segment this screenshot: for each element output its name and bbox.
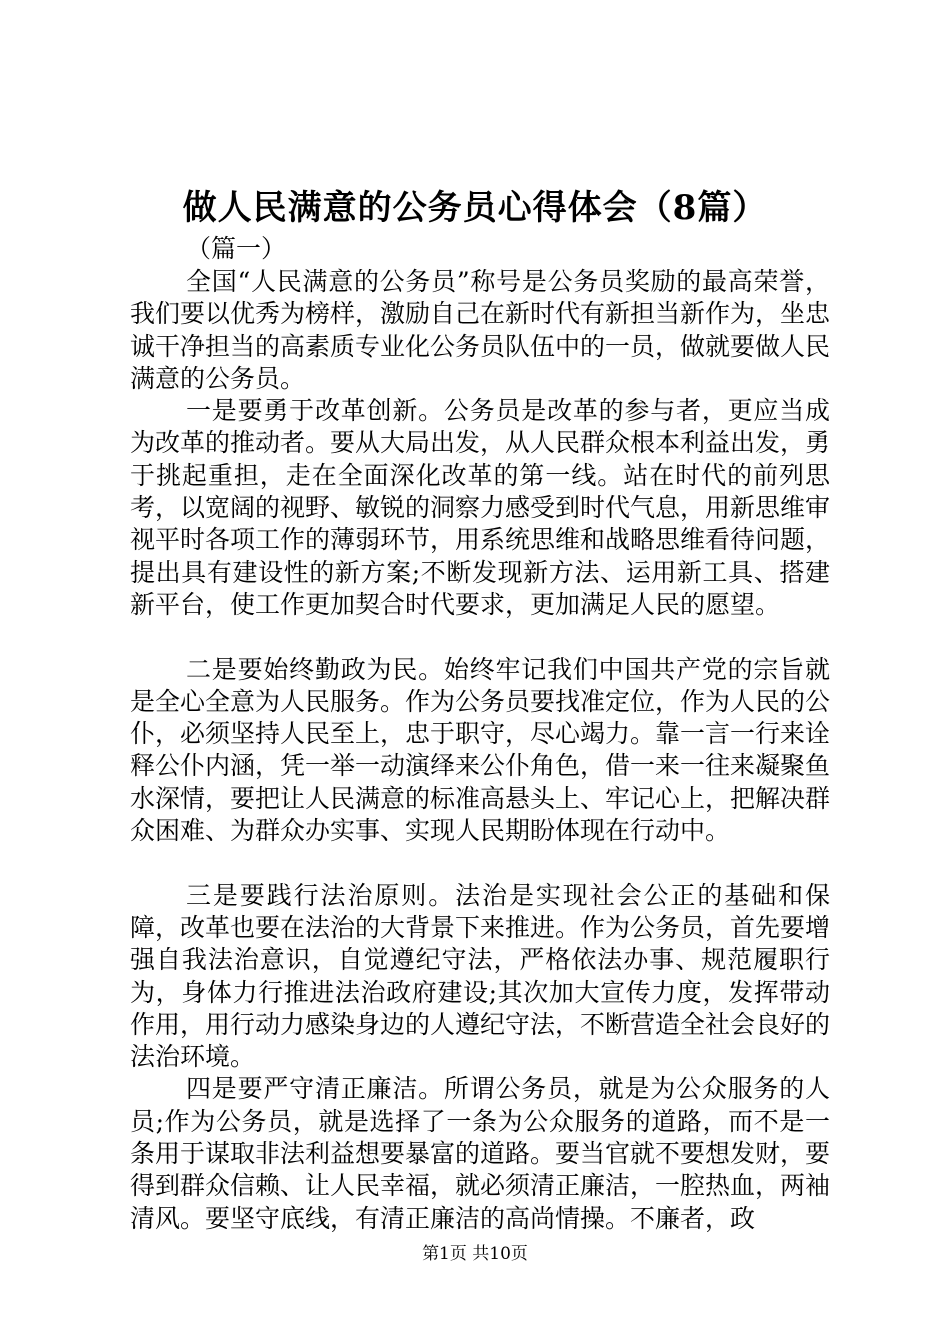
section-label: （篇一） (186, 234, 287, 263)
paragraph-point-four: 四是要严守清正廉洁。所谓公务员，就是为公众服务的人员;作为公务员，就是选择了一条为公众服务的道路，而不是一条用于谋取非法利益想要暴富的道路。要当官就不要想发财，要得到群众信赖、让人民幸福，就必须清正廉洁，一腔热血，两袖清风。要坚守底线，有清正廉洁的高尚情操。不廉者，政 (130, 1074, 831, 1233)
page-indicator: 第1页 共10页 (422, 1244, 528, 1264)
paragraph-point-one: 一是要勇于改革创新。公务员是改革的参与者，更应当成为改革的推动者。要从大局出发，从人民群众根本利益出发，勇于挑起重担，走在全面深化改革的第一线。站在时代的前列思考，以宽阔的视野、敏锐的洞察力感受到时代气息，用新思维审视平时各项工作的薄弱环节，用系统思维和战略思维看待问题，提出具有建设性的新方案;不断发现新方法、运用新工具、搭建新平台，使工作更加契合时代要求，更加满足人民的愿望。 (130, 396, 831, 619)
paragraph-point-two: 二是要始终勤政为民。始终牢记我们中国共产党的宗旨就是全心全意为人民服务。作为公务员要找准定位，作为人民的公仆，必须坚持人民至上，忠于职守，尽心竭力。靠一言一行来诠释公仆内涵，凭一举一动演绎来公仆角色，借一来一往来凝聚鱼水深情，要把让人民满意的标准高悬头上、牢记心上，把解决群众困难、为群众办实事、实现人民期盼体现在行动中。 (130, 654, 831, 846)
document-body (130, 266, 830, 1235)
document-title: 做人民满意的公务员心得体会（8篇） (182, 188, 768, 228)
paragraph-point-three: 三是要践行法治原则。法治是实现社会公正的基础和保障，改革也要在法治的大背景下来推进。作为公务员，首先要增强自我法治意识，自觉遵纪守法，严格依法办事、规范履职行为，身体力行推进法治政府建设;其次加大宣传力度，发挥带动作用，用行动力感染身边的人遵纪守法，不断营造全社会良好的法治环境。 (130, 880, 831, 1072)
paragraph-intro: 全国“人民满意的公务员”称号是公务员奖励的最高荣誉，我们要以优秀为榜样，激励自己在新时代有新担当新作为，坐忠诚干净担当的高素质专业化公务员队伍中的一员，做就要做人民满意的公务员。 (130, 267, 831, 393)
